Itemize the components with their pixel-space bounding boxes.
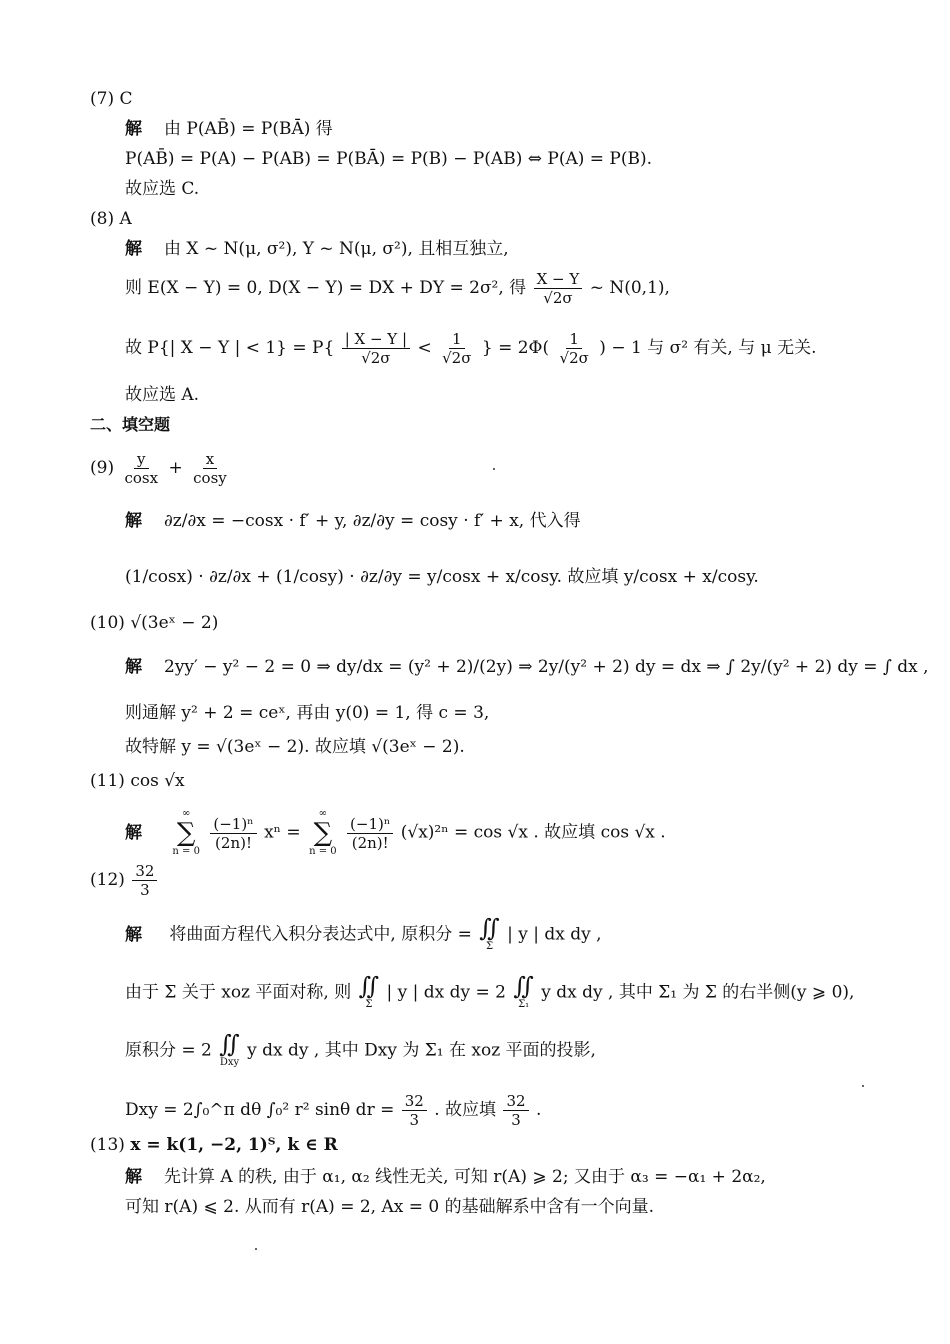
item-8-line-1: 解 由 X ~ N(μ, σ²), Y ~ N(μ, σ²), 且相互独立, — [125, 239, 509, 259]
item-12-line-2: 由于 Σ 关于 xoz 平面对称, 则 ∬ Σ | y | dx dy = 2 ∬ Σ₁ y dx dy , 其中 Σ₁ 为 Σ 的右半侧(y ⩾ 0), — [125, 972, 855, 1010]
scan-speck — [493, 468, 495, 470]
solution-marker: 解 — [125, 822, 142, 843]
item-10-answer: √(3eˣ − 2) — [130, 613, 219, 633]
fraction: $\frac{1}{√2\sigma}$ — [442, 330, 472, 367]
fraction: $\frac{\text{(−1)ⁿ}}{(2n)!}$ — [347, 815, 393, 852]
double-integral-symbol: ∬ Dxy — [219, 1030, 240, 1068]
fraction: $\frac{\text{(−1)ⁿ}}{(2n)!}$ — [210, 815, 256, 852]
item-8-label: (8) A — [90, 209, 132, 229]
solution-marker: 解 — [125, 1167, 142, 1187]
item-9-line-2: (1/cosx) · ∂z/∂x + (1/cosy) · ∂z/∂y = y/cosx + x/cosy. 故应填 y/cosx + x/cosy. — [125, 567, 759, 587]
item-7-label: (7) C — [90, 89, 133, 109]
double-integral-symbol: ∬ Σ — [479, 914, 500, 952]
fraction: $\frac{X - Y}{√2\sigma}$ — [534, 270, 583, 307]
scan-speck — [862, 1085, 864, 1087]
solution-marker: 解 — [125, 119, 142, 139]
item-9-line-1: 解 ∂z/∂x = −cosx · f′ + y, ∂z/∂y = cosy · f′ + x, 代入得 — [125, 511, 581, 531]
double-integral-symbol: ∬ Σ — [358, 972, 380, 1010]
item-12-line-3: 原积分 = 2 ∬ Dxy y dx dy , 其中 Dxy 为 Σ₁ 在 xoz 平面的投影, — [125, 1030, 596, 1068]
answer-fraction: $\frac{32}{3}$ — [132, 862, 157, 899]
summation-symbol: ∞ ∑ n = 0 — [172, 808, 200, 857]
item-11-answer: cos √x — [130, 771, 185, 791]
item-13-label: (13) x = k(1, −2, 1)ᵀ, k ∈ R — [90, 1135, 338, 1155]
item-10-line-2: 则通解 y² + 2 = ceˣ, 再由 y(0) = 1, 得 c = 3, — [125, 703, 490, 723]
item-12-label: (12) $\frac{32}{3}$ — [90, 862, 159, 899]
item-11-label: (11) cos √x — [90, 771, 185, 791]
item-8-line-4: 故应选 A. — [125, 385, 200, 405]
fraction: $\frac{| X - Y |}{√2\sigma}$ — [342, 330, 410, 367]
item-8-line-2: 则 E(X − Y) = 0, D(X − Y) = DX + DY = 2σ², 得 $\frac{X - Y}{√2\sigma}$ ~ N(0,1), — [125, 270, 670, 307]
item-10-line-1: 解 2yy′ − y² − 2 = 0 ⇒ dy/dx = (y² + 2)/(2y) ⇒ 2y/(y² + 2) dy = dx ⇒ ∫ 2y/(y² + 2) dy = ∫ dx , — [125, 657, 929, 677]
answer-fraction: $\frac{x}{\cos y}$ — [193, 450, 227, 487]
scan-speck — [255, 1248, 257, 1250]
summation-symbol: ∞ ∑ n = 0 — [309, 808, 337, 857]
solution-marker: 解 — [125, 511, 142, 531]
solution-marker: 解 — [125, 239, 142, 259]
fraction: $\frac{32}{3}$ — [503, 1092, 528, 1129]
item-10-line-3: 故特解 y = √(3eˣ − 2). 故应填 √(3eˣ − 2). — [125, 737, 465, 757]
item-12-line-1: 解 将曲面方程代入积分表达式中, 原积分 = ∬ Σ | y | dx dy , — [125, 914, 602, 952]
item-10-label: (10) √(3eˣ − 2) — [90, 613, 219, 633]
item-7-line-2: P(AB̄) = P(A) − P(AB) = P(BĀ) = P(B) − P(AB) ⇔ P(A) = P(B). — [125, 149, 653, 169]
item-9-label: (9) $\frac{y}{\cos x}$ + $\frac{x}{\cos y}$ — [90, 450, 232, 487]
item-13-line-1: 解 先计算 A 的秩, 由于 α₁, α₂ 线性无关, 可知 r(A) ⩾ 2; 又由于 α₃ = −α₁ + 2α₂, — [125, 1167, 766, 1187]
fraction: $\frac{32}{3}$ — [402, 1092, 427, 1129]
fraction: $\frac{1}{√2\sigma}$ — [559, 330, 589, 367]
item-11-line-1: 解 ∞ ∑ n = 0 $\frac{\text{(−1)ⁿ}}{(2n)!}$ xⁿ = ∞ ∑ n = 0 $\frac{\text{(−1)ⁿ}}{(2n)!}$ (√x)²ⁿ = cos √x . 故应填 cos √x . — [125, 808, 666, 857]
item-12-line-4: Dxy = 2∫₀^π dθ ∫₀² r² sinθ dr = $\frac{32}{3}$ . 故应填 $\frac{32}{3}$ . — [125, 1092, 542, 1129]
item-13-line-2: 可知 r(A) ⩽ 2. 从而有 r(A) = 2, Ax = 0 的基础解系中含有一个向量. — [125, 1197, 655, 1217]
item-8-line-3: 故 P{| X − Y | < 1} = P{ $\frac{| X - Y |}{√2\sigma}$ < $\frac{1}{√2\sigma}$ } = 2Φ( $\frac{1}{√2\sigma}$ ) − 1 与 σ² 有关, 与 μ 无关. — [125, 330, 817, 367]
answer-fraction: $\frac{y}{\cos x}$ — [124, 450, 159, 487]
item-7-line-1: 解 由 P(AB̄) = P(BĀ) 得 — [125, 119, 333, 139]
item-13-answer: x = k(1, −2, 1)ᵀ, k ∈ R — [130, 1135, 338, 1155]
double-integral-symbol: ∬ Σ₁ — [513, 972, 534, 1010]
item-7-line-3: 故应选 C. — [125, 179, 200, 199]
solution-marker: 解 — [125, 924, 142, 945]
section-heading: 二、填空题 — [90, 415, 171, 434]
solution-marker: 解 — [125, 657, 142, 677]
